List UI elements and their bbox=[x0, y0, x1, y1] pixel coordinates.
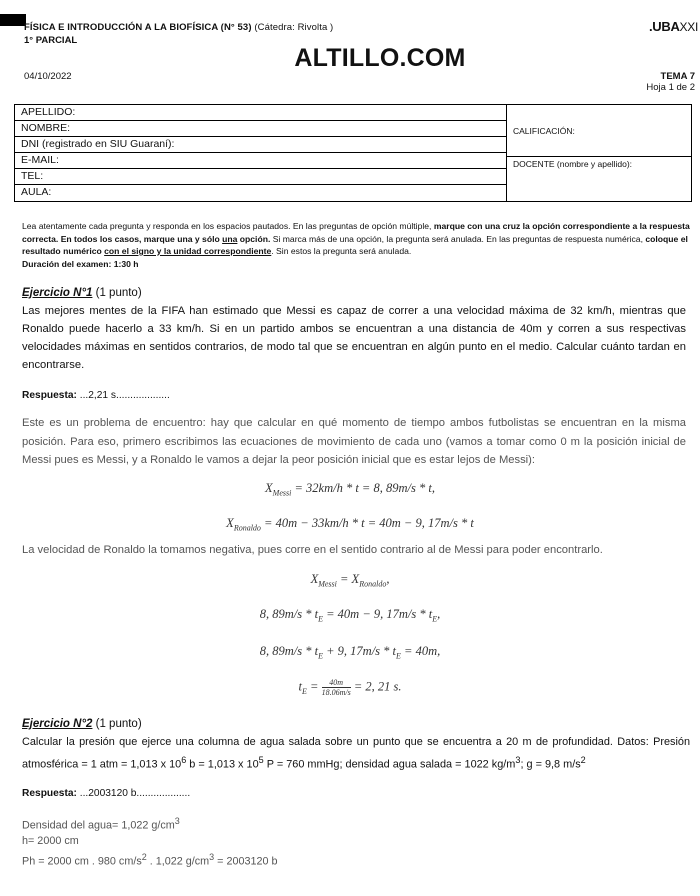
ex2-sol-pressure: Ph = 2000 cm . 980 $cm/s^2$ . 1,022 $g/cm^3 = 2003120$ b bbox=[22, 851, 278, 868]
ex1-statement: Las mejores mentes de la FIFA han estimado que Messi es capaz de correr a una velocidad máxima de 32 km/h, mientras que Ronaldo puede hacerlo a 33 km/h. Si en un partido ambos se encuentran a una distancia de 40m y corren a sus respectivas velocidades máximas en sentidos contrarios, de modo tal que se encuentran en algún punto en el medio. Calcular cuánto tardan en encontrarse. bbox=[22, 305, 686, 371]
ex1-eq-subst: 8, $89m/s * t_E = 40m - 9$, $17m/s * t_E$, bbox=[259, 607, 441, 624]
field-dni[interactable]: DNI (registrado en SIU Guaraní): bbox=[15, 137, 506, 153]
ex1-solution-note: La velocidad de Ronaldo la tomamos negativa, pues corre en el sentido contrario al de Messi para poder encontrarlo. bbox=[22, 544, 603, 556]
exam-date: 04/10/2022 bbox=[24, 71, 72, 82]
ex1-answer-value: ...2,21 s................... bbox=[76, 390, 170, 401]
exam-duration: Duración del examen: 1:30 h bbox=[22, 258, 139, 269]
calificacion-field: CALIFICACIÓN: bbox=[507, 105, 691, 157]
ex2-title: Ejercicio N°2 (1 punto) bbox=[22, 718, 142, 730]
field-apellido[interactable]: APELLIDO: bbox=[15, 105, 506, 121]
grading-box bbox=[507, 105, 691, 201]
watermark: ALTILLO.COM bbox=[294, 44, 466, 72]
ex2-statement: Calcular la presión que ejerce una columna de agua salada sobre un punto que se encuentra a 20 m de profundidad. Datos: Presión atmosférica = 1 atm = 1,013 x $10^6$ b = 1,013 x $10^5$ P = 760 mmHg; densidad agua salada = 1022 $kg/m^3$; g = 9,8 $m/s^2$ bbox=[22, 736, 690, 771]
field-email[interactable]: E-MAIL: bbox=[15, 153, 506, 169]
ex1-solution-intro: Este es un problema de encuentro: hay que calcular en qué momento de tiempo ambos futbolistas se encuentran en la misma posición. Para eso, primero escribimos las ecuaciones de movimiento de cada uno (vamos a tomar como 0 m la posición inicial de Messi pues es Messi, y a Ronaldo le vamos a dejar la peor posición inicial que es estar lejos de Messi): bbox=[22, 417, 686, 466]
ex2-sol-density: Densidad del agua= 1,022 $g/cm^3$ bbox=[22, 816, 180, 832]
field-tel[interactable]: TEL: bbox=[15, 169, 506, 185]
field-nombre[interactable]: NOMBRE: bbox=[15, 121, 506, 137]
docente-field: DOCENTE (nombre y apellido): bbox=[513, 159, 633, 169]
course-title: FÍSICA E INTRODUCCIÓN A LA BIOFÍSICA (N° 53) (Cátedra: Rivolta ) bbox=[24, 22, 334, 33]
ex1-title: Ejercicio N°1 (1 punto) bbox=[22, 287, 142, 299]
ex2-answer: Respuesta: ...2003120 b................... bbox=[22, 788, 191, 799]
parcial-label: 1° PARCIAL bbox=[24, 35, 78, 46]
ex1-eq-sum: 8, $89m/s * t_E + 9$, $17m/s * t_E = 40m$, bbox=[259, 644, 441, 661]
instructions: Lea atentamente cada pregunta y responda en los espacios pautados. En las preguntas de opción múltiple, marque con una cruz la opción correspondiente a la respuesta correcta. En todos los casos, marque una y sólo una opción. Si marca más de una opción, la pregunta será anulada. En las preguntas de respuesta numérica, coloque el resultado numérico con el signo y la unidad correspondiente. Sin estos la pregunta será anulada. Duración del examen: 1:30 h bbox=[22, 221, 690, 269]
ex2-answer-value: ...2003120 b................... bbox=[76, 788, 191, 799]
fraction: $\frac{40m}{18.06m/s}$ bbox=[321, 678, 351, 697]
uba-logo: .UBAXXI bbox=[648, 19, 698, 34]
catedra: (Cátedra: Rivolta ) bbox=[254, 22, 334, 33]
ex1-eq-ronaldo: $X_{Ronaldo} = 40m - 33km/h * t = 40m - 9$, 17m/s * t bbox=[226, 516, 474, 533]
corner-mark bbox=[0, 14, 26, 26]
tema-label: TEMA 7 bbox=[660, 71, 695, 82]
ex2-sol-height: h= 2000 cm bbox=[22, 835, 79, 848]
id-fields bbox=[15, 105, 507, 201]
ex2-solution bbox=[22, 814, 686, 870]
ex1-eq-messi: $X_{Messi} = 32km/h * t = 8$, 89m/s * t, bbox=[265, 481, 435, 498]
field-aula[interactable]: AULA: bbox=[21, 186, 52, 198]
hoja-label: Hoja 1 de 2 bbox=[646, 82, 695, 93]
ex1-answer: Respuesta: ...2,21 s................... bbox=[22, 390, 170, 401]
student-id-form bbox=[14, 104, 692, 202]
ex1-eq-equal: $X_{Messi} = X_{Ronaldo}$, bbox=[310, 572, 390, 589]
ex1-eq-result: $t_E$ = $\frac{40m}{18.06m/s}$ = 2, 21 s. bbox=[298, 678, 402, 697]
